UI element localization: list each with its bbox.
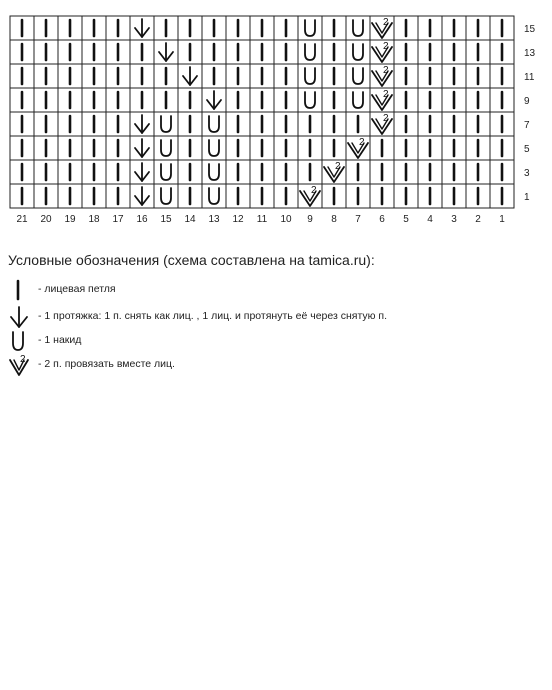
column-number: 14 <box>184 214 196 225</box>
yarn-over-icon <box>209 140 219 156</box>
k2tog-icon <box>372 17 392 38</box>
column-number: 10 <box>280 214 292 225</box>
row-number: 7 <box>524 120 530 131</box>
column-number: 6 <box>379 214 385 225</box>
yarn-over-icon <box>353 92 363 108</box>
row-number: 5 <box>524 144 530 155</box>
column-number: 1 <box>499 214 505 225</box>
svg-text:2: 2 <box>383 113 389 124</box>
svg-text:2: 2 <box>383 17 389 28</box>
legend-item-knit <box>8 277 548 303</box>
arrow-down-icon <box>135 163 149 181</box>
column-number: 9 <box>307 214 313 225</box>
k2tog-icon <box>372 65 392 86</box>
yarn-over-icon <box>305 92 315 108</box>
k2tog-icon <box>372 113 392 134</box>
column-number: 5 <box>403 214 409 225</box>
legend-text-slip: - 1 протяжка: 1 п. снять как лиц. , 1 лиц. и протянуть её через снятую п. <box>38 310 388 322</box>
arrow-down-icon <box>8 304 32 330</box>
knitting-chart <box>0 0 552 240</box>
column-number: 13 <box>208 214 220 225</box>
row-number: 15 <box>524 24 536 35</box>
yarn-over-icon <box>209 164 219 180</box>
column-number: 18 <box>88 214 100 225</box>
column-number: 12 <box>232 214 244 225</box>
yarn-over-icon <box>161 188 171 204</box>
arrow-down-icon <box>159 43 173 61</box>
svg-text:2: 2 <box>311 185 317 196</box>
k2tog-icon <box>372 89 392 110</box>
k2tog-icon <box>372 41 392 62</box>
legend-item-yarn-over <box>8 328 548 354</box>
column-number: 11 <box>256 214 268 225</box>
yarn-over-icon <box>305 44 315 60</box>
yarn-over-icon <box>161 140 171 156</box>
yarn-over-icon <box>8 328 30 354</box>
svg-text:2: 2 <box>383 65 389 76</box>
arrow-down-icon <box>207 91 221 109</box>
svg-text:2: 2 <box>359 137 365 148</box>
k2tog-icon <box>348 137 368 158</box>
column-number: 20 <box>40 214 52 225</box>
arrow-down-icon <box>135 187 149 205</box>
row-number: 1 <box>524 192 530 203</box>
legend-item-k2tog <box>8 352 548 378</box>
arrow-down-icon <box>135 115 149 133</box>
row-number: 3 <box>524 168 530 179</box>
yarn-over-icon <box>353 20 363 36</box>
row-number: 13 <box>524 48 536 59</box>
yarn-over-icon <box>209 116 219 132</box>
column-number: 15 <box>160 214 172 225</box>
yarn-over-icon <box>161 116 171 132</box>
column-number: 4 <box>427 214 433 225</box>
arrow-down-icon <box>183 67 197 85</box>
arrow-down-icon <box>135 139 149 157</box>
legend-text-k2tog: - 2 п. провязать вместе лиц. <box>38 358 175 370</box>
legend-text-yarn-over: - 1 накид <box>38 334 82 346</box>
svg-text:2: 2 <box>383 41 389 52</box>
yarn-over-icon <box>209 188 219 204</box>
column-number: 16 <box>136 214 148 225</box>
legend-text-knit: - лицевая петля <box>38 283 116 295</box>
column-number: 2 <box>475 214 481 225</box>
svg-text:2: 2 <box>383 89 389 100</box>
yarn-over-icon <box>305 20 315 36</box>
legend-item-slip <box>8 304 548 330</box>
k2tog-label: 2 <box>20 354 26 365</box>
row-number: 9 <box>524 96 530 107</box>
yarn-over-icon <box>353 44 363 60</box>
k2tog-icon <box>324 161 344 182</box>
legend-title: Условные обозначения (схема составлена на tamica.ru): <box>8 252 375 268</box>
column-number: 3 <box>451 214 457 225</box>
column-number: 19 <box>64 214 76 225</box>
column-number: 21 <box>16 214 28 225</box>
knit-stitch-icon <box>8 277 30 303</box>
column-number: 8 <box>331 214 337 225</box>
yarn-over-icon <box>353 68 363 84</box>
svg-text:2: 2 <box>335 161 341 172</box>
column-number: 7 <box>355 214 361 225</box>
yarn-over-icon <box>161 164 171 180</box>
row-number: 11 <box>524 72 535 83</box>
k2tog-icon <box>8 352 34 378</box>
column-number: 17 <box>112 214 124 225</box>
yarn-over-icon <box>305 68 315 84</box>
arrow-down-icon <box>135 19 149 37</box>
k2tog-icon <box>300 185 320 206</box>
